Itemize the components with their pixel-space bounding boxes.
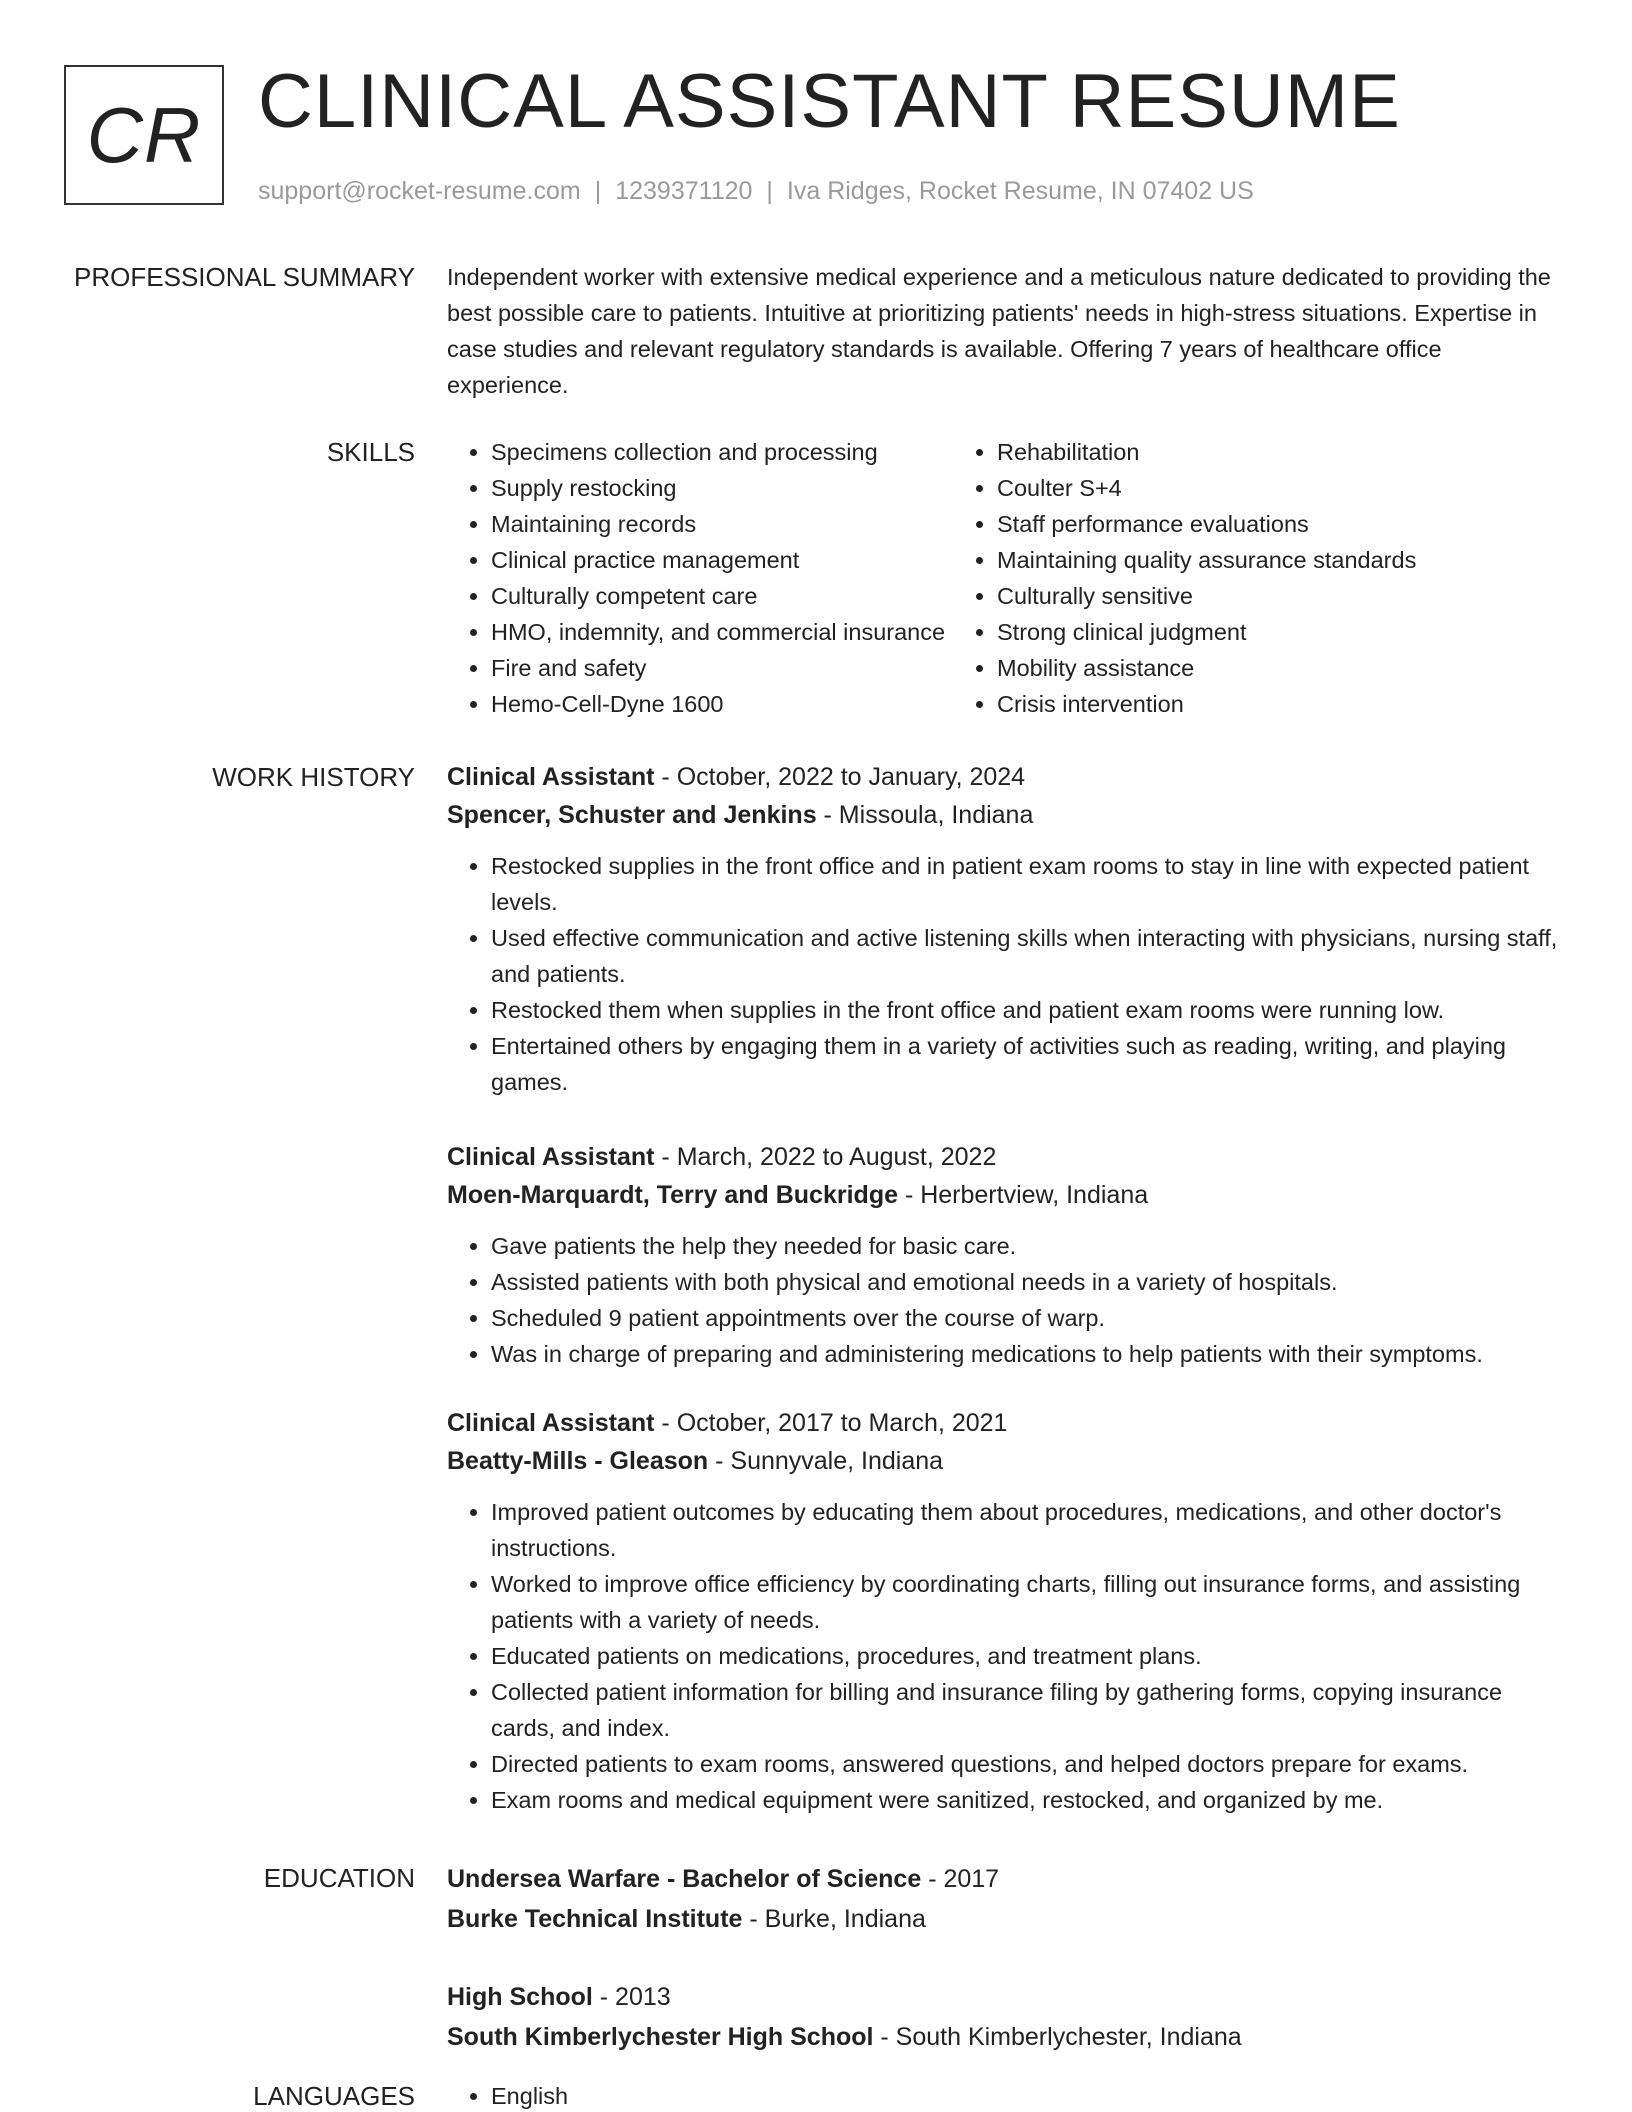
work-history-body	[447, 758, 1565, 1848]
skill-item: • HMO, indemnity, and commercial insurance	[491, 614, 953, 650]
job-title: Clinical Assistant	[447, 1409, 655, 1437]
job-company-line	[447, 796, 1565, 834]
skill-item: • Maintaining records	[491, 506, 953, 542]
job-title-line	[447, 758, 1565, 796]
skills-column-1	[447, 434, 953, 722]
contact-email[interactable]: support@rocket-resume.com	[258, 177, 581, 205]
page-title: CLINICAL ASSISTANT RESUME	[258, 59, 1401, 144]
education-entry	[447, 1859, 1565, 1939]
job-entry	[447, 758, 1565, 1100]
job-entry	[447, 1138, 1565, 1372]
job-bullet: • Was in charge of preparing and administering medications to help patients with their symptoms.	[491, 1336, 1565, 1372]
job-bullet: • Restocked them when supplies in the front office and patient exam rooms were running low.	[491, 992, 1565, 1028]
skills-column-2	[953, 434, 1513, 722]
monogram-logo: CR	[64, 65, 224, 205]
education-school-line	[447, 2017, 1565, 2057]
education-degree-line	[447, 1977, 1565, 2017]
job-bullet: • Exam rooms and medical equipment were sanitized, restocked, and organized by me.	[491, 1782, 1565, 1818]
contact-separator: |	[594, 177, 602, 205]
skill-item: • Coulter S+4	[997, 470, 1513, 506]
education-year: - 2017	[921, 1865, 1000, 1893]
job-bullet: • Educated patients on medications, procedures, and treatment plans.	[491, 1638, 1565, 1674]
skill-item: • Rehabilitation	[997, 434, 1513, 470]
education-location: - South Kimberlychester, Indiana	[873, 2023, 1242, 2051]
education-year: - 2013	[592, 1983, 671, 2011]
skill-item: • Mobility assistance	[997, 650, 1513, 686]
job-bullet: • Entertained others by engaging them in a variety of activities such as reading, writing, and playing games.	[491, 1028, 1565, 1100]
job-bullets	[447, 1228, 1565, 1372]
skill-item: • Clinical practice management	[491, 542, 953, 578]
job-bullet: • Gave patients the help they needed for basic care.	[491, 1228, 1565, 1264]
job-bullet: • Worked to improve office efficiency by coordinating charts, filling out insurance forms, and assisting patients with a variety of needs.	[491, 1566, 1565, 1638]
section-label-work-history: WORK HISTORY	[212, 762, 415, 792]
languages-list	[447, 2078, 1565, 2112]
job-dates: - October, 2017 to March, 2021	[654, 1409, 1008, 1437]
job-bullet: • Scheduled 9 patient appointments over the course of warp.	[491, 1300, 1565, 1336]
section-label-summary: PROFESSIONAL SUMMARY	[74, 262, 415, 292]
job-bullet: • Directed patients to exam rooms, answered questions, and helped doctors prepare for exams.	[491, 1746, 1565, 1782]
skill-item: • Crisis intervention	[997, 686, 1513, 722]
skill-item: • Fire and safety	[491, 650, 953, 686]
job-bullet: • Collected patient information for billing and insurance filing by gathering forms, copying insurance cards, and index.	[491, 1674, 1565, 1746]
contact-separator: |	[766, 177, 773, 205]
skill-item: • Supply restocking	[491, 470, 953, 506]
education-school: South Kimberlychester High School	[447, 2023, 874, 2051]
skill-item: • Staff performance evaluations	[997, 506, 1513, 542]
section-label-languages: LANGUAGES	[253, 2081, 415, 2111]
job-bullets	[447, 848, 1565, 1100]
education-degree: Undersea Warfare - Bachelor of Science	[447, 1865, 922, 1893]
education-degree: High School	[447, 1983, 593, 2011]
job-location: - Herbertview, Indiana	[898, 1181, 1149, 1209]
education-body	[447, 1859, 1565, 2095]
summary-body	[447, 259, 1565, 403]
skill-item: • Strong clinical judgment	[997, 614, 1513, 650]
education-degree-line	[447, 1859, 1565, 1899]
job-title-line	[447, 1138, 1565, 1176]
languages-body	[447, 2078, 1565, 2112]
contact-phone[interactable]: 1239371120	[615, 177, 753, 205]
education-school-line	[447, 1899, 1565, 1939]
job-location: - Sunnyvale, Indiana	[708, 1447, 944, 1475]
job-bullet: • Used effective communication and active listening skills when interacting with physicians, nursing staff, and patients.	[491, 920, 1565, 992]
education-school: Burke Technical Institute	[447, 1905, 743, 1933]
section-label-education: EDUCATION	[263, 1863, 415, 1893]
skill-item: • Specimens collection and processing	[491, 434, 953, 470]
job-bullet: • Improved patient outcomes by educating them about procedures, medications, and other doctor's instructions.	[491, 1494, 1565, 1566]
section-label-skills: SKILLS	[326, 437, 415, 467]
job-company: Spencer, Schuster and Jenkins	[447, 801, 817, 829]
job-bullets	[447, 1494, 1565, 1818]
job-bullet: • Restocked supplies in the front office and in patient exam rooms to stay in line with expected patient levels.	[491, 848, 1565, 920]
skill-item: • Culturally sensitive	[997, 578, 1513, 614]
education-location: - Burke, Indiana	[742, 1905, 926, 1933]
contact-line	[258, 174, 1254, 208]
job-title: Clinical Assistant	[447, 1143, 655, 1171]
job-dates: - March, 2022 to August, 2022	[654, 1143, 997, 1171]
skills-list	[447, 434, 1565, 722]
job-title: Clinical Assistant	[447, 763, 655, 791]
summary-text: Independent worker with extensive medical experience and a meticulous nature dedicated to providing the best possible care to patients. Intuitive at prioritizing patients' needs in high-stress situations. Expertise in case studies and relevant regulatory standards is available. Offering 7 years of healthcare office experience.	[447, 264, 1551, 398]
job-bullet: • Assisted patients with both physical and emotional needs in a variety of hospitals.	[491, 1264, 1565, 1300]
job-company: Moen-Marquardt, Terry and Buckridge	[447, 1181, 898, 1209]
language-item: • English	[491, 2078, 1565, 2112]
job-entry	[447, 1404, 1565, 1818]
skill-item: • Hemo-Cell-Dyne 1600	[491, 686, 953, 722]
job-title-line	[447, 1404, 1565, 1442]
job-company-line	[447, 1176, 1565, 1214]
job-dates: - October, 2022 to January, 2024	[654, 763, 1026, 791]
skill-item: • Maintaining quality assurance standards	[997, 542, 1513, 578]
education-entry	[447, 1977, 1565, 2057]
job-company: Beatty-Mills - Gleason	[447, 1447, 709, 1475]
contact-address: Iva Ridges, Rocket Resume, IN 07402 US	[786, 177, 1254, 205]
job-company-line	[447, 1442, 1565, 1480]
skill-item: • Culturally competent care	[491, 578, 953, 614]
job-location: - Missoula, Indiana	[816, 801, 1034, 829]
